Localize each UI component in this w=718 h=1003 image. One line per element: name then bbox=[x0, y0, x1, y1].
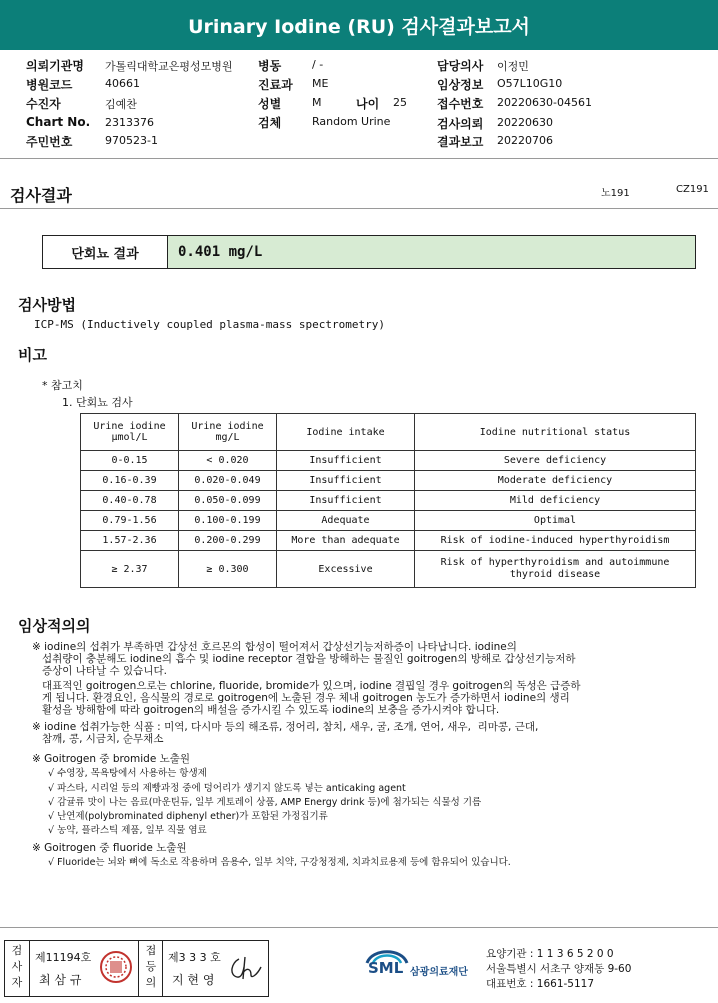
info-label: 나이 bbox=[356, 97, 380, 111]
clinical-title: 임상적의의 bbox=[18, 617, 91, 635]
remarks-title: 비고 bbox=[18, 346, 47, 364]
info-label: 임상정보 bbox=[437, 78, 484, 92]
bromide-item: √ 파스타, 시리얼 등의 제빵과정 중에 덩어리가 생기지 않도록 넣는 anticaking agent bbox=[48, 783, 406, 794]
table-cell: 0.16-0.39 bbox=[81, 471, 179, 491]
info-label: 수진자 bbox=[26, 97, 61, 111]
info-value: 40661 bbox=[105, 77, 140, 90]
bromide-item: √ 농약, 플라스틱 제품, 일부 직물 염료 bbox=[48, 825, 207, 836]
reference-title: * 참고치 bbox=[42, 379, 83, 392]
seal-stamp bbox=[99, 950, 133, 984]
org-name: 삼광의료재단 bbox=[410, 967, 468, 978]
reference-table bbox=[80, 413, 696, 588]
info-value: 김예찬 bbox=[105, 98, 137, 111]
table-header-cell: Urine iodine μmol/L bbox=[81, 414, 179, 451]
table-cell: 1.57-2.36 bbox=[81, 531, 179, 551]
patient-info bbox=[0, 50, 718, 160]
tester-number: 제11194호 bbox=[35, 951, 92, 964]
divider bbox=[0, 208, 718, 209]
agency-code: 요양기관 : 1 1 3 6 5 2 0 0 bbox=[486, 948, 614, 960]
info-value: 20220630-04561 bbox=[497, 96, 592, 109]
sml-logo bbox=[364, 943, 476, 989]
table-cell: Moderate deficiency bbox=[415, 471, 696, 491]
info-value: 가톨릭대학교은평성모병원 bbox=[105, 60, 233, 73]
result-box bbox=[42, 235, 696, 269]
table-cell: Insufficient bbox=[277, 451, 415, 471]
table-row bbox=[81, 451, 696, 471]
info-value: Random Urine bbox=[312, 115, 391, 128]
reviewer-number: 제3 3 3 호 bbox=[168, 951, 221, 964]
table-row bbox=[81, 531, 696, 551]
info-label: 주민번호 bbox=[26, 135, 73, 149]
divider bbox=[162, 941, 163, 996]
table-row bbox=[81, 551, 696, 588]
table-cell: Risk of hyperthyroidism and autoimmune thyroid disease bbox=[415, 551, 696, 588]
info-value: M bbox=[312, 96, 322, 109]
table-header-row bbox=[81, 414, 696, 451]
bromide-item: √ 감귤류 맛이 나는 음료(마운틴듀, 일부 게토레이 상품, AMP Energy drink 등)에 첨가되는 식물성 기름 bbox=[48, 797, 482, 808]
reviewer-label: 접등의 bbox=[145, 944, 157, 989]
report-header bbox=[0, 0, 718, 50]
table-cell: 0.100-0.199 bbox=[179, 511, 277, 531]
bromide-item: √ 난연제(polybrominated diphenyl ether)가 포함된 가정집기류 bbox=[48, 811, 328, 822]
table-cell: Insufficient bbox=[277, 491, 415, 511]
info-value: 25 bbox=[393, 96, 407, 109]
clinical-paragraph-2: 대표적인 goitrogen으로는 chlorine, fluoride, bromide가 있으며, iodine 결핍일 경우 goitrogen의 독성은 급증하 게 됩니다. 환경요인, 음식물의 경로로 goitrogen에 노출된 경우 체내 goitrogen 농도가 증가하면서 iodine의 생리 활성을 방해함에 따라 goitrogen의 배설을 증가시킬 수 있도록 iodine의 보충을 증가시켜야 합니다. bbox=[42, 680, 581, 716]
tester-name: 최 삼 규 bbox=[39, 973, 82, 987]
info-value: / - bbox=[312, 58, 324, 71]
fluoride-title: ※ Goitrogen 중 fluoride 노출원 bbox=[32, 842, 187, 854]
info-label: Chart No. bbox=[26, 115, 91, 129]
result-label: 단회뇨 결과 bbox=[43, 236, 168, 268]
table-cell: 0.200-0.299 bbox=[179, 531, 277, 551]
info-label: 의뢰기관명 bbox=[26, 59, 84, 73]
table-header-cell: Urine iodine mg/L bbox=[179, 414, 277, 451]
bromide-title: ※ Goitrogen 중 bromide 노출원 bbox=[32, 753, 191, 765]
table-cell: 0.40-0.78 bbox=[81, 491, 179, 511]
info-label: 병원코드 bbox=[26, 78, 73, 92]
table-cell: 0.020-0.049 bbox=[179, 471, 277, 491]
table-cell: Mild deficiency bbox=[415, 491, 696, 511]
divider bbox=[0, 158, 718, 159]
report-title: Urinary Iodine (RU) 검사결과보고서 bbox=[188, 15, 530, 38]
info-label: 진료과 bbox=[258, 78, 293, 92]
fluoride-item: √ Fluoride는 뇌와 뼈에 독소로 작용하며 음용수, 일부 치약, 구강청정제, 치과치료용제 등에 함유되어 있습니다. bbox=[48, 857, 511, 868]
bromide-item: √ 수영장, 목욕탕에서 사용하는 항생제 bbox=[48, 768, 207, 779]
result-code-2: CZ191 bbox=[676, 184, 709, 195]
logo-text: SML bbox=[368, 959, 404, 977]
info-label: 접수번호 bbox=[437, 97, 484, 111]
reviewer-name: 지 현 영 bbox=[172, 973, 215, 987]
table-row bbox=[81, 471, 696, 491]
info-label: 검사의뢰 bbox=[437, 117, 484, 131]
info-label: 담당의사 bbox=[437, 59, 484, 73]
info-value: 이정민 bbox=[497, 60, 529, 73]
phone: 대표번호 : 1661-5117 bbox=[486, 978, 595, 990]
table-cell: 0-0.15 bbox=[81, 451, 179, 471]
info-label: 병동 bbox=[258, 59, 282, 73]
result-value: 0.401 mg/L bbox=[168, 236, 695, 268]
method-text: ICP-MS (Inductively coupled plasma-mass spectrometry) bbox=[34, 318, 385, 331]
table-cell: Excessive bbox=[277, 551, 415, 588]
table-cell: Insufficient bbox=[277, 471, 415, 491]
table-cell: < 0.020 bbox=[179, 451, 277, 471]
divider bbox=[29, 941, 30, 996]
table-row bbox=[81, 491, 696, 511]
clinical-paragraph-1: ※ iodine의 섭취가 부족하면 갑상선 호르몬의 합성이 떨어져서 갑상선기능저하증이 나타납니다. iodine의 섭취량이 충분해도 iodine의 흡수 및 iodine receptor 결합을 방해하는 물질인 goitrogen의 방해로 갑상선기능저하 증상이 나타날 수 있습니다. bbox=[32, 641, 576, 677]
table-header-cell: Iodine nutritional status bbox=[415, 414, 696, 451]
info-value: 20220706 bbox=[497, 134, 553, 147]
reference-subtitle: 1. 단회뇨 검사 bbox=[62, 396, 133, 409]
info-value: 970523-1 bbox=[105, 134, 158, 147]
info-value: 2313376 bbox=[105, 116, 154, 129]
info-value: ME bbox=[312, 77, 329, 90]
divider bbox=[138, 941, 139, 996]
result-section-title: 검사결과 bbox=[10, 186, 72, 205]
table-cell: 0.050-0.099 bbox=[179, 491, 277, 511]
address: 서울특별시 서초구 양재동 9-60 bbox=[486, 963, 632, 975]
info-label: 성별 bbox=[258, 97, 282, 111]
signature-box bbox=[4, 940, 269, 997]
table-header-cell: Iodine intake bbox=[277, 414, 415, 451]
info-label: 결과보고 bbox=[437, 135, 484, 149]
info-value: O57L10G10 bbox=[497, 77, 563, 90]
table-cell: Risk of iodine-induced hyperthyroidism bbox=[415, 531, 696, 551]
tester-label: 검사자 bbox=[11, 944, 23, 989]
info-value: 20220630 bbox=[497, 116, 553, 129]
info-label: 검체 bbox=[258, 116, 282, 130]
footer-divider bbox=[0, 927, 718, 928]
method-title: 검사방법 bbox=[18, 296, 76, 314]
table-row bbox=[81, 511, 696, 531]
clinical-paragraph-3: ※ iodine 섭취가능한 식품 : 미역, 다시마 등의 해조류, 정어리, 참치, 새우, 굴, 조개, 연어, 새우, 리마콩, 근대, 참깨, 콩, 시금치, 순무채소 bbox=[32, 721, 539, 745]
handwritten-signature bbox=[227, 953, 263, 983]
table-cell: ≥ 0.300 bbox=[179, 551, 277, 588]
result-code-1: 노191 bbox=[601, 188, 630, 199]
table-cell: Adequate bbox=[277, 511, 415, 531]
table-cell: More than adequate bbox=[277, 531, 415, 551]
table-cell: Severe deficiency bbox=[415, 451, 696, 471]
table-cell: 0.79-1.56 bbox=[81, 511, 179, 531]
table-cell: Optimal bbox=[415, 511, 696, 531]
table-cell: ≥ 2.37 bbox=[81, 551, 179, 588]
